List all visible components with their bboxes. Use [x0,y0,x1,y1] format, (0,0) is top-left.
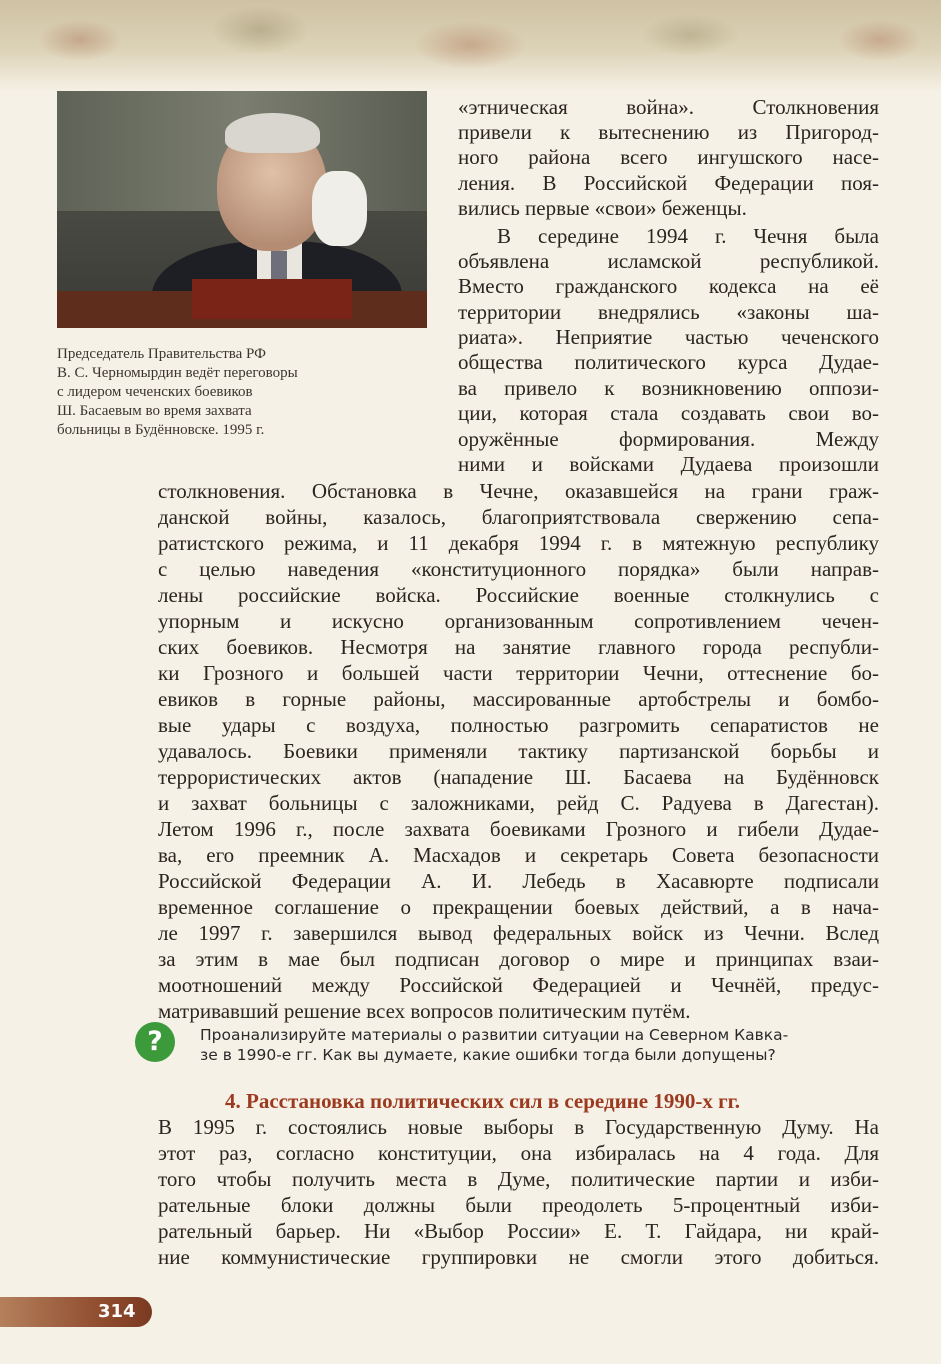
text-line: того чтобы получить места в Думе, политические партии и изби- [158,1167,879,1191]
text-line: риата». Неприятие частью чеченского [458,325,879,349]
photo-desk-box [192,279,352,319]
caption-line: В. С. Черномырдин ведёт переговоры [57,365,298,381]
chernomyrdin-photo [57,91,427,328]
text-line: рательный барьер. Ни «Выбор России» Е. Т. Гайдара, ни край- [158,1219,879,1243]
text-line: данской войны, казалось, благоприятствовала свержению сепа- [158,505,879,529]
caption-line: больницы в Будённовске. 1995 г. [57,422,265,438]
text-line: привели к вытеснению из Пригород- [458,120,879,144]
text-line: вились первые «свои» беженцы. [458,196,747,220]
text-line: матривавший решение всех вопросов политическим путём. [158,999,691,1023]
text-line: лены российские войска. Российские военные столкнулись с [158,583,879,607]
decorative-header-ornament [0,0,941,92]
text-line: Российской Федерации А. И. Лебедь в Хасавюрте подписали [158,869,879,893]
text-line: оружённые формирования. Между [458,427,879,451]
section-heading: 4. Расстановка политических сил в середине 1990-х гг. [225,1089,741,1113]
caption-line: Председатель Правительства РФ [57,346,266,362]
text-line: с целью наведения «конституционного порядка» были направ- [158,557,879,581]
question-line: зе в 1990-е гг. Как вы думаете, какие ошибки тогда были допущены? [200,1046,776,1064]
text-line: ки Грозного и большей части территории Чечни, оттеснение бо- [158,661,879,685]
text-line: ции, которая стала создавать свои во- [458,401,879,425]
text-line: террористических актов (нападение Ш. Басаева на Будённовск [158,765,879,789]
text-line: ними и войсками Дудаева произошли [458,452,879,476]
text-line: «этническая война». Столкновения [458,95,879,119]
text-line: ле 1997 г. завершился вывод федеральных войск из Чечни. Вслед [158,921,879,945]
text-line: Вместо гражданского кодекса на её [458,274,879,298]
text-line: Летом 1996 г., после захвата боевиками Грозного и гибели Дудае- [158,817,879,841]
text-line: объявлена исламской республикой. [458,249,879,273]
text-line: ских боевиков. Несмотря на занятие главного города республи- [158,635,879,659]
text-line: и захват больницы с заложниками, рейд С. Радуева в Дагестан). [158,791,879,815]
text-line: ратистского режима, и 11 декабря 1994 г. в мятежную республику [158,531,879,555]
text-line: вые удары с воздуха, полностью разгромить сепаратистов не [158,713,879,737]
text-line: ва, его преемник А. Масхадов и секретарь Совета безопасности [158,843,879,867]
text-line: упорным и искусно организованным сопротивлением чечен- [158,609,879,633]
paragraph-start-line: В середине 1994 г. Чечня была [497,224,879,248]
text-line: удавалось. Боевики применяли тактику партизанской борьбы и [158,739,879,763]
text-line: моотношений между Российской Федерацией и Чечнёй, предус- [158,973,879,997]
caption-line: Ш. Басаевым во время захвата [57,403,252,419]
text-line: ного района всего ингушского насе- [458,145,879,169]
telephone-receiver [312,171,367,246]
photo-hair [225,113,320,153]
text-line: этот раз, согласно конституции, она избиралась на 4 года. Для [158,1141,879,1165]
text-line: общества политического курса Дудае- [458,350,879,374]
question-line: Проанализируйте материалы о развитии ситуации на Северном Кавка- [200,1026,789,1044]
text-line: евиков в горные районы, массированные артобстрелы и бомбо- [158,687,879,711]
text-line: В 1995 г. состоялись новые выборы в Государственную Думу. На [158,1115,879,1139]
text-line: столкновения. Обстановка в Чечне, оказавшейся на грани граж- [158,479,879,503]
text-line: за этим в мае был подписан договор о мире и принципах взаи- [158,947,879,971]
text-line: ва привело к возникновению оппози- [458,376,879,400]
text-line: ления. В Российской Федерации поя- [458,171,879,195]
page-number: 314 [98,1301,136,1322]
photo-caption [57,345,417,440]
text-line: временное соглашение о прекращении боевых действий, а в нача- [158,895,879,919]
text-line: территории внедрялись «законы ша- [458,300,879,324]
caption-line: с лидером чеченских боевиков [57,384,253,400]
review-question [200,1025,880,1065]
text-line: ние коммунистические группировки не смогли этого добиться. [158,1245,879,1269]
text-line: рательные блоки должны были преодолеть 5-процентный изби- [158,1193,879,1217]
question-mark-icon: ? [135,1022,175,1062]
